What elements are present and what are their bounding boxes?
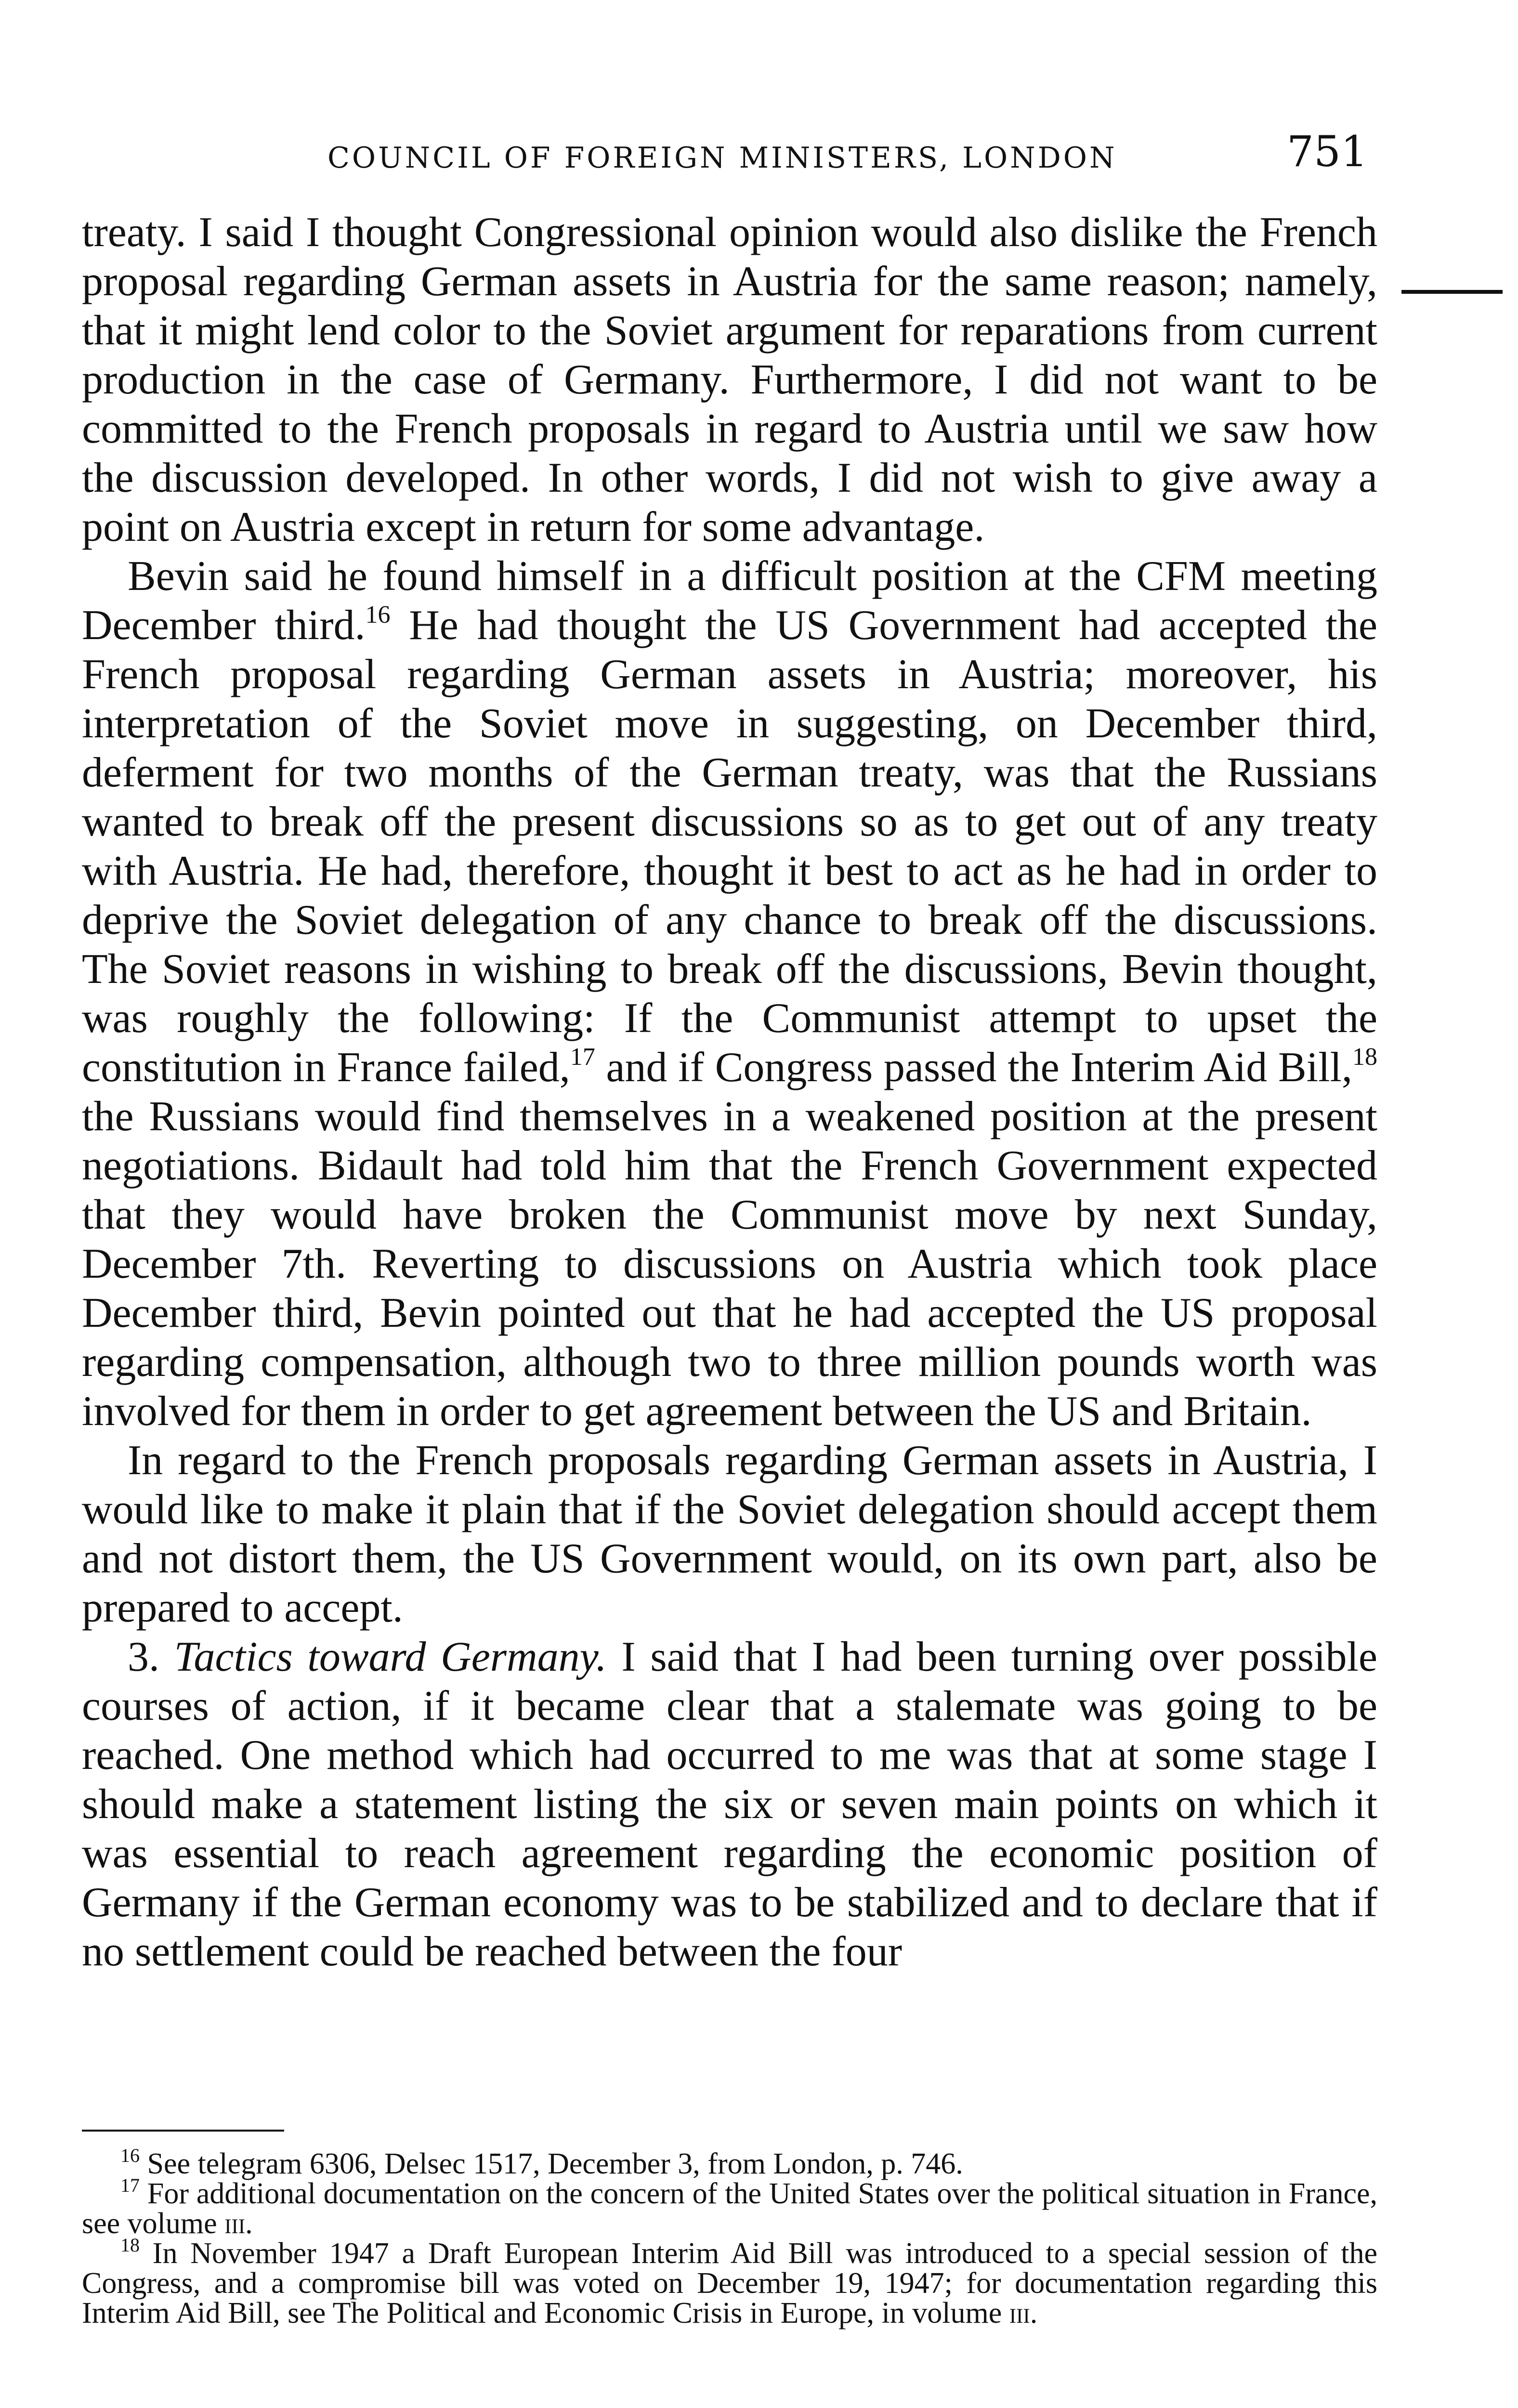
paragraph-2-part-d: the Russians would find themselves in a weakened position at the present negotiations. Bidault had told him that the French Government expected that they would have broken the Communist move by next Sunday, December 7th. Reverting to discussions on Austria which took place December third, Bevin pointed out that he had accepted the US proposal regarding compensation, although two to three million pounds worth was involved for them in order to get agreement between the US and Britain. [82,1093,1377,1435]
footnote-18 [82,2234,1377,2329]
footnote-16 [82,2145,1377,2180]
paragraph-3: In regard to the French proposals regarding German assets in Austria, I would like to make it plain that if the Soviet delegation should accept them and not distort them, the US Government would, on its own part, also be prepared to accept. [82,1437,1377,1631]
paragraph-2-part-b: He had thought the US Government had accepted the French proposal regarding German assets in Austria; moreover, his interpretation of the Soviet move in suggesting, on December third, deferment for two months of the German treaty, was that the Russians wanted to break off the present discussions so as to get out of any treaty with Austria. He had, therefore, thought it best to act as he had in order to deprive the Soviet delegation of any chance to break off the discussions. The Soviet reasons in wishing to break off the discussions, Bevin thought, was roughly the following: If the Communist attempt to upset the constitution in France failed, [82,602,1377,1091]
paragraph-4 [82,1633,1377,1976]
running-head [82,123,1382,181]
footnote-text: In November 1947 a Draft European Interim Aid Bill was introduced to a special session of the Congress, and a compromise bill was voted on December 19, 1947; for documentation regarding this Interim Aid Bill, see The Political and Economic Crisis in Europe, in volume [82,2237,1377,2329]
footnote-number: 18 [120,2234,140,2256]
footnote-number: 17 [120,2174,140,2196]
body-text [82,208,1377,1976]
section-number: 3. [128,1634,174,1680]
paragraph-2 [82,552,1377,1436]
footnote-end: . [245,2207,253,2240]
footnote-ref-16: 16 [365,601,391,628]
paragraph-2-part-a: Bevin said he found himself in a difficult position at the CFM meeting December third. [82,553,1377,649]
paragraph-1: treaty. I said I thought Congressional opinion would also dislike the French proposal regarding German assets in Austria for the same reason; namely, that it might lend color to the Soviet argument for reparations from current production in the case of Germany. Furthermore, I did not want to be committed to the French proposals in regard to Austria until we saw how the discussion developed. In other words, I did not wish to give away a point on Austria except in return for some advantage. [82,209,1377,550]
paragraph-4-text: I said that I had been turning over possible courses of action, if it became clear that a stalemate was going to be reached. One method which had occurred to me was that at some stage I should make a statement listing the six or seven main points on which it was essential to reach agreement regarding the economic position of Germany if the German economy was to be stabilized and to declare that if no settlement could be reached between the four [82,1634,1378,1975]
footnote-end: . [1030,2297,1038,2329]
footnotes [82,2145,1377,2329]
volume-number: iii [1009,2297,1030,2329]
volume-number: iii [224,2207,246,2240]
paragraph-2-part-c: and if Congress passed the Interim Aid Bill, [595,1044,1352,1091]
margin-mark [1401,290,1503,294]
footnote-text: See telegram 6306, Delsec 1517, December 3, from London, p. 746. [140,2147,963,2180]
running-title: COUNCIL OF FOREIGN MINISTERS, LONDON [327,141,1117,175]
footnote-ref-17: 17 [570,1043,595,1071]
section-heading: Tactics toward Germany. [174,1634,607,1680]
footnote-rule [82,2130,284,2132]
page-number: 751 [1287,127,1368,176]
footnote-number: 16 [120,2145,140,2166]
footnote-ref-18: 18 [1352,1043,1377,1071]
footnote-text: For additional documentation on the concern of the United States over the political situation in France, see volume [82,2177,1377,2240]
footnote-17 [82,2174,1377,2240]
